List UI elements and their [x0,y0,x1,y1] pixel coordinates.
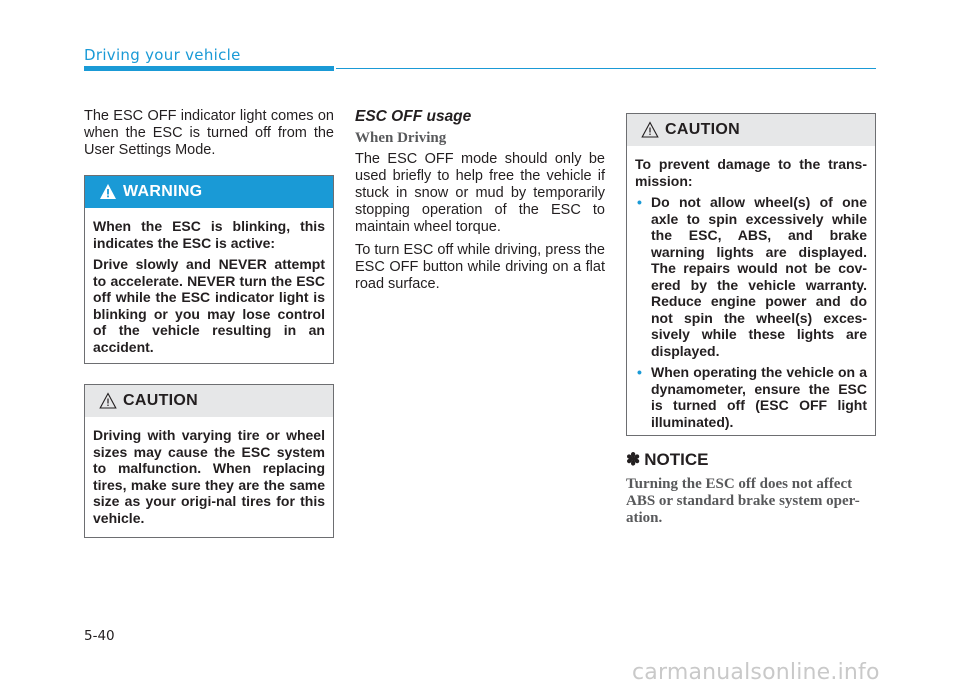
header-line [336,68,876,69]
warning-body [85,208,333,370]
column-middle [355,108,605,299]
usage-paragraph-1: The ESC OFF mode should only be used briefly to help free the vehicle if stuck in snow or mud by temporarily stopping operation of the ESC to maintain wheel torque. [355,151,605,235]
caution-header-left [85,385,333,417]
warning-label: WARNING [123,183,203,200]
warning-text-2: Drive slowly and NEVER attempt to accelerate. NEVER turn the ESC off while the ESC indicator light is blinking or you may lose control of the vehicle resulting in an accident. [93,256,325,355]
caution-list-item: • When operating the vehicle on a dynamometer, ensure the ESC is turned off (ESC OFF light illuminated). [637,364,867,430]
notice-label: NOTICE [644,450,709,469]
caution-box-left [84,384,334,538]
intro-paragraph: The ESC OFF indicator light comes on when the ESC is turned off from the User Settings Mode. [84,108,334,158]
watermark: carmanualsonline.info [632,660,880,685]
caution-text-left: Driving with varying tire or wheel sizes may cause the ESC system to malfunction. When replacing tires, make sure they are the same size as your origi-nal tires for this vehicle. [93,427,325,526]
sub-title: When Driving [355,130,447,146]
warning-header [85,176,333,208]
caution-label-left: CAUTION [123,392,198,409]
caution-list [635,194,867,430]
caution-header-right [627,114,875,146]
bullet-icon: • [637,194,642,210]
notice-section [626,450,876,527]
section-title: ESC OFF usage [355,108,472,125]
notice-star-icon: ✽ [626,450,641,469]
column-left [84,108,334,538]
header-title: Driving your vehicle [84,46,241,64]
caution-body-left [85,417,333,541]
caution-list-item: • Do not allow wheel(s) of one axle to spin excessively while the ESC, ABS, and brake warning lights are displayed. The repairs would not be cov-ered by the vehicle warranty. Reduce engine power and do not spin the wheel(s) exces-sively while these lights are displayed. [637,194,867,359]
caution-triangle-icon [641,121,659,139]
usage-paragraph-2: To turn ESC off while driving, press the ESC OFF button while driving on a flat road surface. [355,242,605,292]
notice-title [626,450,876,470]
caution-intro-right: To prevent damage to the trans-mission: [635,156,867,189]
caution-label-right: CAUTION [665,121,740,138]
warning-text-1: When the ESC is blinking, this indicates the ESC is active: [93,218,325,251]
warning-box [84,175,334,364]
page-number: 5-40 [84,628,115,644]
column-right [626,113,876,527]
bullet-icon: • [637,364,642,380]
caution-box-right [626,113,876,436]
warning-triangle-icon [99,183,117,201]
caution-triangle-icon [99,392,117,410]
notice-text: Turning the ESC off does not affect ABS or standard brake system oper-ation. [626,476,860,526]
caution-body-right [627,146,875,445]
header-bar [84,66,334,71]
